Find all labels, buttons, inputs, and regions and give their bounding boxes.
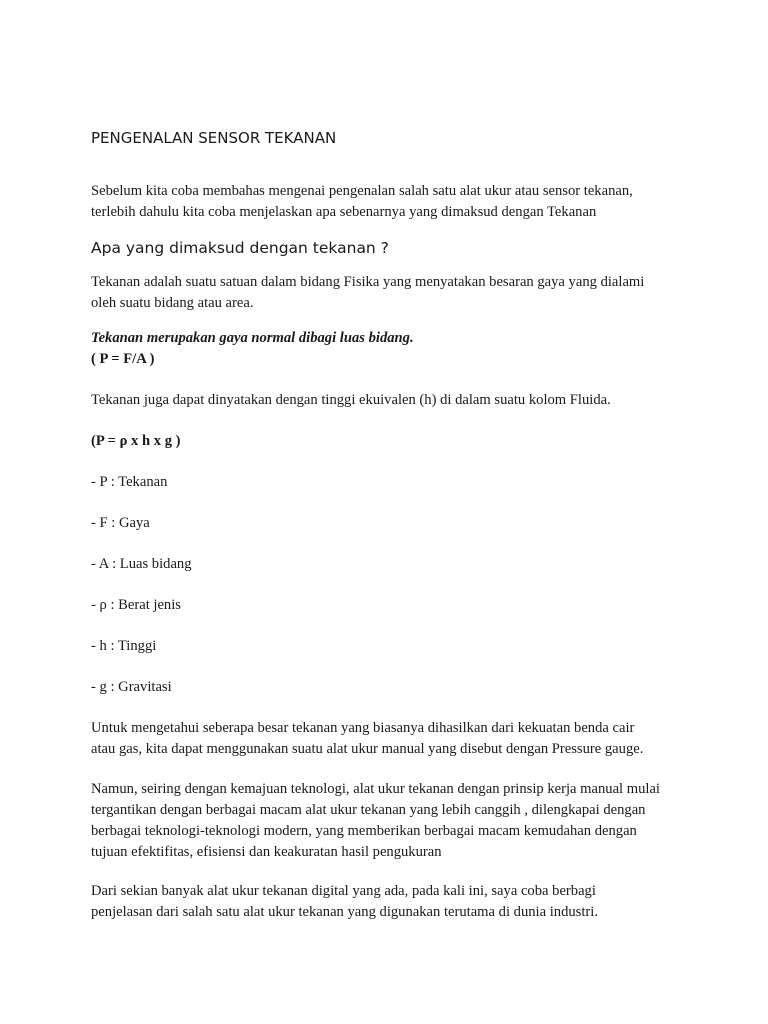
emphasis-statement: Tekanan merupakan gaya normal dibagi luas bidang. — [91, 330, 414, 346]
definition-line-2: oleh suatu bidang atau area. — [91, 295, 254, 311]
technology-line-1: Namun, seiring dengan kemajuan teknologi, alat ukur tekanan dengan prinsip kerja manual mulai — [91, 781, 660, 797]
section-subheading: Apa yang dimaksud dengan tekanan ? — [91, 239, 389, 257]
closing-line-1: Dari sekian banyak alat ukur tekanan digital yang ada, pada kali ini, saya coba berbagi — [91, 883, 596, 899]
formula-pressure-density-height-gravity: (P = ρ x h x g ) — [91, 433, 181, 449]
equivalent-paragraph: Tekanan juga dapat dinyatakan dengan tinggi ekuivalen (h) di dalam suatu kolom Fluida. — [91, 392, 611, 408]
formula-block-1 — [91, 328, 414, 370]
variable-item: - ρ : Berat jenis — [91, 597, 181, 613]
definition-paragraph — [91, 272, 644, 314]
variable-item: - g : Gravitasi — [91, 679, 172, 695]
variable-item: - F : Gaya — [91, 515, 150, 531]
variable-item: - P : Tekanan — [91, 474, 168, 490]
technology-line-3: berbagai teknologi-teknologi modern, yang memberikan berbagai macam kemudahan dengan — [91, 823, 637, 839]
definition-line-1: Tekanan adalah suatu satuan dalam bidang Fisika yang menyatakan besaran gaya yang dialami — [91, 274, 645, 290]
intro-line-2: terlebih dahulu kita coba menjelaskan apa sebenarnya yang dimaksud dengan Tekanan — [91, 204, 597, 220]
intro-line-1: Sebelum kita coba membahas mengenai pengenalan salah satu alat ukur atau sensor tekanan, — [91, 183, 633, 199]
gauge-line-1: Untuk mengetahui seberapa besar tekanan yang biasanya dihasilkan dari kekuatan benda cair — [91, 720, 635, 736]
closing-line-2: penjelasan dari salah satu alat ukur tekanan yang digunakan terutama di dunia industri. — [91, 904, 598, 920]
intro-paragraph — [91, 181, 633, 223]
technology-paragraph — [91, 779, 660, 863]
gauge-paragraph — [91, 718, 643, 760]
gauge-line-2: atau gas, kita dapat menggunakan suatu alat ukur manual yang disebut dengan Pressure gauge. — [91, 741, 644, 757]
technology-line-2: tergantikan dengan berbagai macam alat ukur tekanan yang lebih canggih , dilengkapai dengan — [91, 802, 646, 818]
formula-pressure-force-area: ( P = F/A ) — [91, 351, 155, 367]
document-title: PENGENALAN SENSOR TEKANAN — [91, 129, 337, 147]
variable-item: - A : Luas bidang — [91, 556, 192, 572]
variable-item: - h : Tinggi — [91, 638, 157, 654]
closing-paragraph — [91, 881, 598, 923]
technology-line-4: tujuan efektifitas, efisiensi dan keakuratan hasil pengukuran — [91, 844, 442, 860]
